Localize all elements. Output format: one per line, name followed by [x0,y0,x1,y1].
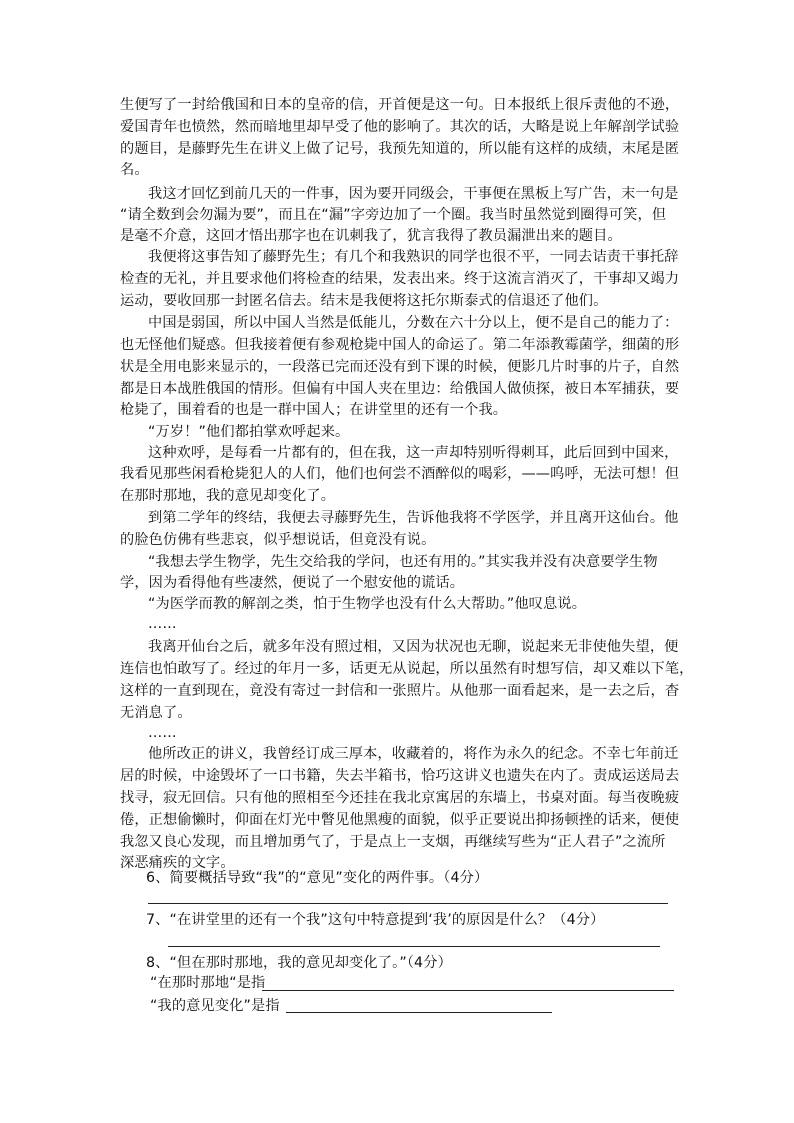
answer-line-8b [286,1012,552,1013]
answer-line-6 [148,903,668,904]
passage-line: 这种欢呼，是每看一片都有的，但在我，这一声却特别听得刺耳，此后回到中国来， [148,445,679,461]
passage-line: 居的时候，中途毁坏了一口书籍，失去半箱书，恰巧这讲义也遗失在内了。责成运送局去 [120,768,680,784]
passage-line: 他所改正的讲义，我曾经订成三厚本，收藏着的，将作为永久的纪念。不幸七年前迁 [148,746,679,762]
passage-line: 都是日本战胜俄国的情形。但偏有中国人夹在里边：给俄国人做侦探，被日本军捕获，要 [120,381,680,397]
passage-line: 生便写了一封给俄国和日本的皇帝的信，开首便是这一句。日本报纸上很斥责他的不逊， [120,97,680,113]
passage-line: 我这才回忆到前几天的一件事，因为要开同级会，干事便在黑板上写广告，末一句是 [148,186,679,202]
passage-line: 名。 [120,162,149,178]
passage-line: 的题目，是藤野先生在讲义上做了记号，我预先知道的，所以能有这样的成绩，末尾是匿 [120,141,680,157]
question-8a: “在那时那地“是指 [150,975,266,991]
question-8: 8、“但在那时那地，我的意见却变化了。”（4分） [146,955,452,971]
passage-line: 我离开仙台之后，就多年没有照过相，又因为状况也无聊，说起来无非使他失望，便 [148,639,679,655]
answer-line-7 [168,946,660,947]
passage-line: 无消息了。 [120,705,192,721]
passage-line: 到第二学年的终结，我便去寻藤野先生，告诉他我将不学医学，并且离开这仙台。他 [148,510,679,526]
passage-line: 连信也怕敢写了。经过的年月一多，话更无从说起，所以虽然有时想写信，却又难以下笔， [120,661,694,677]
passage-line: 找寻，寂无回信。只有他的照相至今还挂在我北京寓居的东墙上，书桌对面。每当夜晚疲 [120,790,680,806]
passage-line: 检查的无礼，并且要求他们将检查的结果，发表出来。终于这流言消灭了，干事却又竭力 [120,271,680,287]
passage-line: 也无怪他们疑惑。但我接着便有参观枪毙中国人的命运了。第二年添教霉菌学，细菌的形 [120,337,680,353]
passage-line: 爱国青年也愤然，然而暗地里却早受了他的影响了。其次的话，大略是说上年解剖学试验 [120,119,680,135]
passage-line: …… [148,616,177,632]
passage-line: “请全数到会勿漏为要”，而且在“漏”字旁边加了一个圈。我当时虽然觉到圈得可笑，但 [120,207,667,223]
passage-line: 深恶痛疾的文字。 [120,855,235,871]
passage-line: 状是全用电影来显示的，一段落已完而还没有到下课的时候，便影几片时事的片子，自然 [120,359,680,375]
passage-line: 我看见那些闲看枪毙犯人的人们，他们也何尝不酒醉似的喝彩，——呜呼，无法可想！但 [120,466,680,482]
passage-line: 我便将这事告知了藤野先生；有几个和我熟识的同学也很不平，一同去诘责干事托辞 [148,249,679,265]
answer-line-8a [262,990,674,991]
passage-line: “万岁！”他们都拍掌欢呼起来。 [148,424,350,440]
question-6: 6、简要概括导致“我”的“意见”变化的两件事。（4分） [146,870,489,886]
passage-line: …… [148,725,177,741]
passage-line: 运动，要收回那一封匿名信去。结末是我便将这托尔斯泰式的信退还了他们。 [120,293,608,309]
passage-line: 学，因为看得他有些凄然，便说了一个慰安他的谎话。 [120,575,465,591]
passage-line: 倦，正想偷懒时，仰面在灯光中瞥见他黑瘦的面貌，似乎正要说出抑扬顿挫的话来，便使 [120,812,680,828]
passage-line: 的脸色仿佛有些悲哀，似乎想说话，但竟没有说。 [120,532,436,548]
passage-line: 是毫不介意，这回才悟出那字也在讥刺我了，犹言我得了教员漏泄出来的题目。 [120,228,622,244]
passage-line: 枪毙了，围着看的也是一群中国人；在讲堂里的还有一个我。 [120,402,508,418]
passage-line: 在那时那地，我的意见却变化了。 [120,488,336,504]
question-7: 7、“在讲堂里的还有一个我”这句中特意提到‘我’的原因是什么？（4分） [146,912,605,928]
question-8b: “我的意见变化”是指 [150,998,280,1014]
passage-line: 我忽又良心发现，而且增加勇气了，于是点上一支烟，再继续写些为“正人君子”之流所 [120,834,666,850]
passage-line: 中国是弱国，所以中国人当然是低能儿，分数在六十分以上，便不是自己的能力了： [148,315,679,331]
passage-line: “为医学而教的解剖之类，怕于生物学也没有什么大帮助。”他叹息说。 [148,596,587,612]
passage-line: 这样的一直到现在，竟没有寄过一封信和一张照片。从他那一面看起来，是一去之后，杳 [120,683,680,699]
passage-line: “我想去学生物学，先生交给我的学问，也还有用的。”其实我并没有决意要学生物 [148,554,658,570]
